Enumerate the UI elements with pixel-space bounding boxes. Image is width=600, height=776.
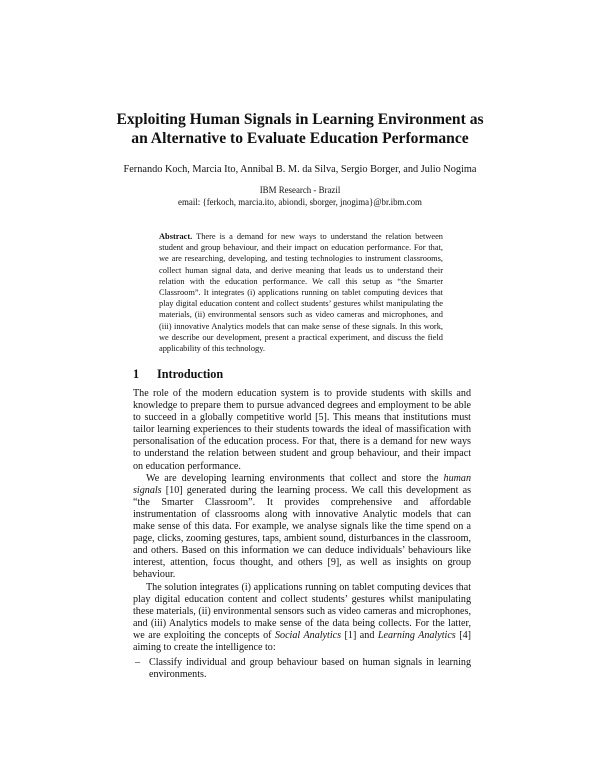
abstract (159, 231, 443, 354)
paragraph-1: The role of the modern education system is to provide students with skills and knowledge to prepare them to pursue advanced degrees and employment to be able to succeed in a globally competitive world [5]. This means that institutions must tailor learning experiences to their students towards the ideal of massification with personalisation of the education process. For that, there is a demand for new ways to understand the relation between student and group behaviour, and their impact on education performance. (133, 388, 471, 472)
paper-title (0, 110, 600, 148)
section-title: Introduction (157, 367, 224, 381)
list-item (133, 657, 471, 681)
p3-emphasis-1: Social Analytics (274, 629, 342, 641)
p2-text-a: We are developing learning environments that collect and store the (146, 472, 444, 484)
body-text (133, 388, 471, 681)
p2-emphasis: human signals (133, 472, 471, 496)
p3-text-b: [1] and (341, 629, 378, 641)
email-line: email: {ferkoch, marcia.ito, abiondi, sborger, jnogima}@br.ibm.com (178, 197, 422, 207)
title-line-2: an Alternative to Evaluate Education Performance (131, 130, 469, 147)
bullet-dash: – (135, 657, 141, 669)
p3-text-a: The solution integrates (i) applications running on tablet computing devices that play digital education content and collect students’ gestures whilst manipulating these materials, (ii) environmental sensors such as video cameras and microphones, and (iii) Analytics models to make sense of the data being collects. For the latter, we are exploiting the concepts of (133, 581, 471, 641)
section-number: 1 (133, 367, 140, 381)
paragraph-2 (133, 473, 471, 582)
p3-text-c: [4] aiming to create the intelligence to: (133, 629, 471, 653)
abstract-text: There is a demand for new ways to understand the relation between student and group behaviour, and their impact on education performance. For that, we are researching, developing, and testing technologies to instrument classrooms, collect human signal data, and derive meaning that leads us to understand their relation with the education performance. We call this setup as “the Smarter Classroom”. It integrates (i) applications running on tablet computing devices that play digital education content and collect students’ gestures whilst manipulating the materials, (ii) environmental sensors such as video cameras and microphones, and (iii) innovative Analytics models that can make sense of these signals. In this work, we describe our development, present a practical experiment, and discuss the field applicability of this technology. (159, 232, 443, 354)
author-list: Fernando Koch, Marcia Ito, Annibal B. M. da Silva, Sergio Borger, and Julio Nogima (123, 164, 477, 175)
affiliation-block (0, 184, 600, 208)
title-line-1: Exploiting Human Signals in Learning Environment as (116, 111, 484, 128)
p2-text-b: [10] generated during the learning process. We call this development as “the Smarter Classroom”. It provides comprehensive and affordable instrumentation of classrooms along with innovative Analytic models that can make sense of this data. For example, we analyse signals like the time spend on a page, clicks, zooming gestures, taps, ambient sound, disturbances in the classroom, and others. Based on this information we can deduce individuals’ behaviours like interest, attention, focus thought, and others [9], as well as insights on group behaviour. (133, 484, 471, 581)
affiliation: IBM Research - Brazil (259, 185, 341, 195)
paragraph-3 (133, 582, 471, 655)
p3-emphasis-2: Learning Analytics (377, 629, 456, 641)
section-heading (133, 367, 223, 382)
abstract-label: Abstract. (159, 232, 193, 241)
bullet-text: Classify individual and group behaviour based on human signals in learning environments. (149, 657, 471, 681)
